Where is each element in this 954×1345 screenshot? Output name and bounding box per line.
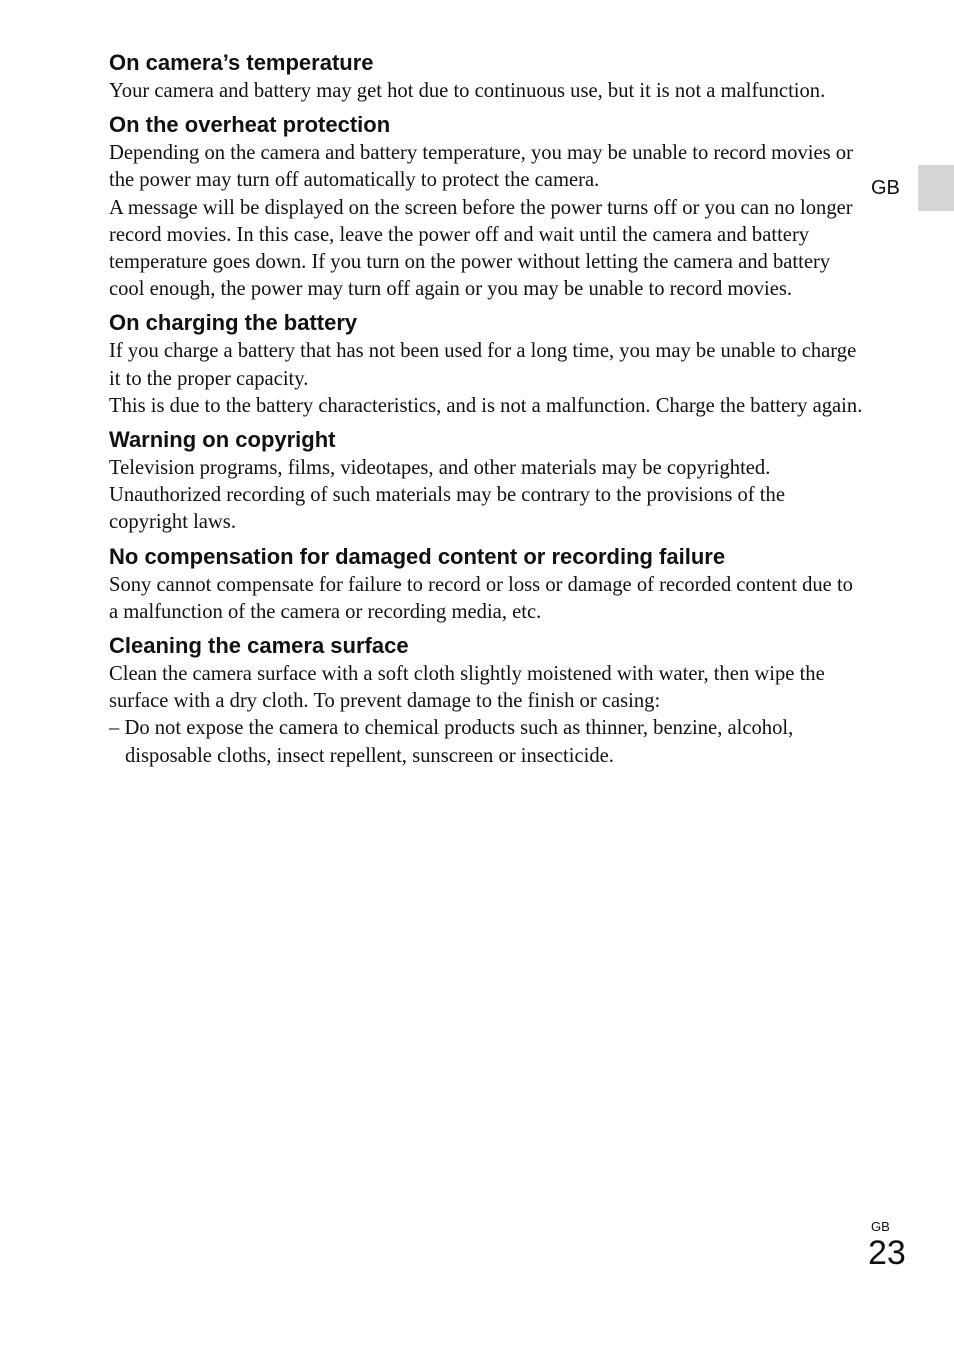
section-copyright-warning [109,425,864,537]
section-camera-temperature [109,48,864,105]
section-cleaning-surface [109,631,864,770]
language-side-tab [918,165,954,211]
section-heading: On charging the battery [109,310,358,336]
section-paragraph: This is due to the battery characteristics, and is not a malfunction. Charge the battery again. [109,394,863,417]
section-heading: On the overheat protection [109,112,391,138]
section-no-compensation [109,542,864,626]
section-heading: No compensation for damaged content or recording failure [109,543,726,569]
section-paragraph: Sony cannot compensate for failure to record or loss or damage of recorded content due to a malfunction of the camera or recording media, etc. [109,573,853,623]
section-paragraph: A message will be displayed on the screen before the power turns off or you can no longer record movies. In this case, leave the power off and wait until the camera and battery temperature goes down. If you turn on the power without letting the camera and battery cool enough, the power may turn off again or you may be unable to record movies. [109,196,853,301]
section-paragraph: Depending on the camera and battery temperature, you may be unable to record movies or the power may turn off automatically to protect the camera. [109,142,853,192]
section-heading: Warning on copyright [109,427,336,453]
section-paragraph: Clean the camera surface with a soft cloth slightly moistened with water, then wipe the surface with a dry cloth. To prevent damage to the finish or casing: [109,663,825,713]
page-number: 23 [868,1234,906,1272]
section-heading: On camera’s temperature [109,50,374,75]
bullet-item: – Do not expose the camera to chemical products such as thinner, benzine, alcohol, disposable cloths, insect repellent, sunscreen or insecticide. [109,717,794,767]
section-charging-battery [109,308,864,420]
page-content [109,48,864,770]
section-paragraph: Television programs, films, videotapes, and other materials may be copyrighted. Unauthorized recording of such materials may be contrary to the provisions of the copyright laws. [109,457,785,534]
section-paragraph: If you charge a battery that has not been used for a long time, you may be unable to charge it to the proper capacity. [109,340,857,390]
section-overheat-protection [109,110,864,303]
section-heading: Cleaning the camera surface [109,633,409,659]
language-label: GB [871,177,900,199]
footer-language-code: GB [871,1219,890,1234]
section-paragraph: Your camera and battery may get hot due to continuous use, but it is not a malfunction. [109,80,826,102]
